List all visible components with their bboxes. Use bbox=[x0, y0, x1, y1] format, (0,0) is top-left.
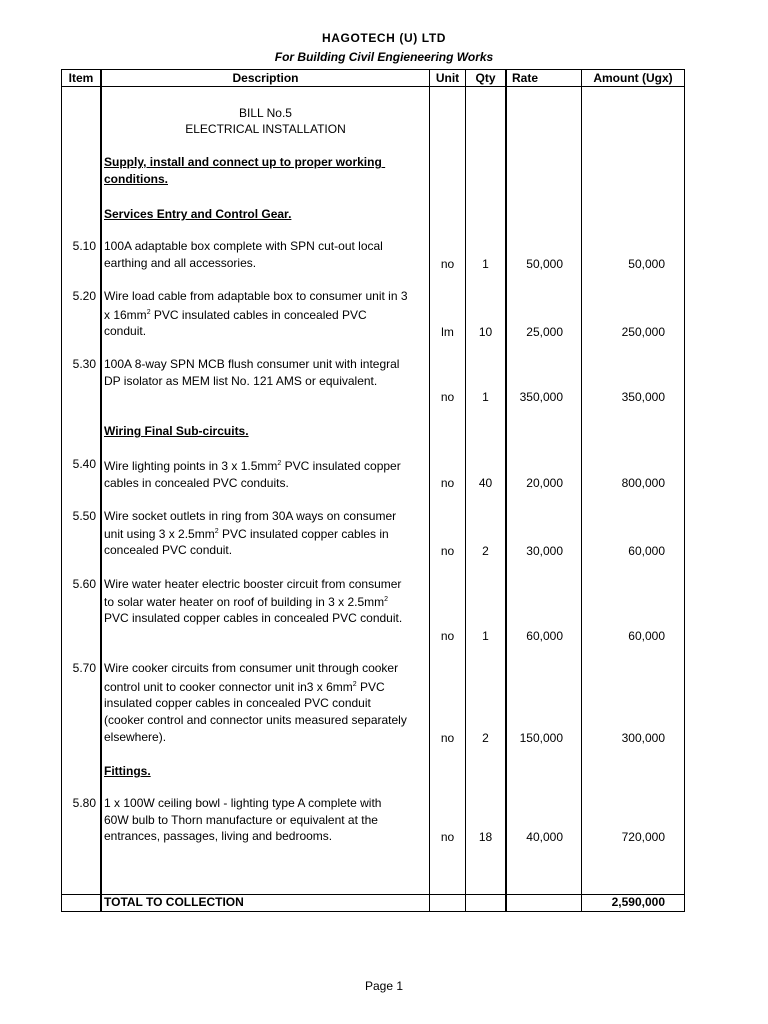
item-rate: 350,000 bbox=[519, 390, 563, 404]
item-number: 5.20 bbox=[72, 289, 96, 303]
total-amount: 2,590,000 bbox=[611, 895, 665, 909]
item-description-line: Wire cooker circuits from consumer unit through cooker bbox=[104, 661, 399, 675]
item-number: 5.80 bbox=[72, 796, 96, 810]
item-description-line: concealed PVC conduit. bbox=[104, 543, 233, 557]
section-heading-services: Services Entry and Control Gear. bbox=[104, 207, 292, 221]
section-heading-fittings: Fittings. bbox=[104, 764, 151, 778]
item-rate: 20,000 bbox=[526, 476, 563, 490]
item-amount: 250,000 bbox=[621, 325, 665, 339]
header-rate: Rate bbox=[512, 71, 539, 85]
item-amount: 60,000 bbox=[628, 629, 665, 643]
item-qty: 1 bbox=[482, 629, 489, 643]
item-number: 5.30 bbox=[72, 357, 96, 371]
item-amount: 60,000 bbox=[628, 544, 665, 558]
table-top-border bbox=[61, 69, 685, 70]
item-description-line: earthing and all accessories. bbox=[104, 256, 257, 270]
item-qty: 40 bbox=[478, 476, 493, 490]
company-name: HAGOTECH (U) LTD bbox=[321, 31, 447, 45]
col-border-left bbox=[61, 69, 62, 912]
item-description-line: Wire water heater electric booster circuit from consumer bbox=[104, 577, 402, 591]
item-description-line: cables in concealed PVC conduits. bbox=[104, 476, 289, 490]
item-amount: 720,000 bbox=[621, 830, 665, 844]
item-rate: 60,000 bbox=[526, 629, 563, 643]
item-rate: 40,000 bbox=[526, 830, 563, 844]
section-heading-wiring: Wiring Final Sub-circuits. bbox=[104, 424, 249, 438]
item-description-line: (cooker control and connector units measured separately bbox=[104, 713, 407, 727]
item-description-line: 60W bulb to Thorn manufacture or equivalent at the bbox=[104, 813, 378, 827]
total-label: TOTAL TO COLLECTION bbox=[104, 895, 244, 909]
header-amount: Amount (Ugx) bbox=[593, 71, 673, 85]
item-description-line: control unit to cooker connector unit in3 x $6mm^2$ PVC bbox=[104, 680, 385, 694]
col-border-desc bbox=[101, 69, 102, 912]
item-description-line: DP isolator as MEM list No. 121 AMS or equivalent. bbox=[104, 374, 378, 388]
header-qty: Qty bbox=[475, 71, 496, 85]
item-unit: lm bbox=[441, 325, 454, 339]
item-unit: no bbox=[440, 257, 455, 271]
item-description-line: insulated copper cables in concealed PVC conduit bbox=[104, 696, 371, 710]
item-unit: no bbox=[440, 476, 455, 490]
item-amount: 300,000 bbox=[621, 731, 665, 745]
item-unit: no bbox=[440, 731, 455, 745]
item-unit: no bbox=[440, 830, 455, 844]
header-description: Description bbox=[232, 71, 299, 85]
item-qty: 2 bbox=[482, 731, 489, 745]
item-qty: 2 bbox=[482, 544, 489, 558]
item-qty: 1 bbox=[482, 390, 489, 404]
item-description-line: Wire socket outlets in ring from 30A ways on consumer bbox=[104, 509, 397, 523]
item-number: 5.40 bbox=[72, 457, 96, 471]
intro-text-line1: Supply, install and connect up to proper working bbox=[104, 155, 386, 169]
header-unit: Unit bbox=[435, 71, 460, 85]
item-description-line: 100A 8-way SPN MCB flush consumer unit with integral bbox=[104, 357, 400, 371]
item-description-line: x $16mm^2$ PVC insulated cables in concealed PVC bbox=[104, 308, 367, 322]
item-unit: no bbox=[440, 629, 455, 643]
item-rate: 50,000 bbox=[526, 257, 563, 271]
company-subtitle: For Building Civil Engieneering Works bbox=[274, 50, 494, 64]
bill-number: BILL No.5 bbox=[239, 106, 292, 120]
header-bottom-border bbox=[61, 86, 685, 87]
item-rate: 25,000 bbox=[526, 325, 563, 339]
item-description-line: elsewhere). bbox=[104, 730, 167, 744]
header-item: Item bbox=[68, 71, 94, 85]
item-description-line: PVC insulated copper cables in concealed PVC conduit. bbox=[104, 611, 403, 625]
item-description-line: Wire load cable from adaptable box to consumer unit in 3 bbox=[104, 289, 408, 303]
item-description-line: unit using 3 x $2.5mm^2$ PVC insulated copper cables in bbox=[104, 527, 389, 541]
item-description-line: to solar water heater on roof of building in 3 x $2.5mm^2$ bbox=[104, 595, 389, 609]
col-border-right bbox=[684, 69, 685, 912]
item-qty: 10 bbox=[478, 325, 493, 339]
item-number: 5.70 bbox=[72, 661, 96, 675]
item-rate: 150,000 bbox=[519, 731, 563, 745]
item-rate: 30,000 bbox=[526, 544, 563, 558]
item-description-line: 100A adaptable box complete with SPN cut-out local bbox=[104, 239, 383, 253]
item-description-line: conduit. bbox=[104, 324, 147, 338]
item-amount: 350,000 bbox=[621, 390, 665, 404]
item-number: 5.10 bbox=[72, 239, 96, 253]
item-unit: no bbox=[440, 544, 455, 558]
item-number: 5.50 bbox=[72, 509, 96, 523]
item-qty: 1 bbox=[482, 257, 489, 271]
item-description-line: entrances, passages, living and bedrooms. bbox=[104, 829, 333, 843]
table-bottom-border bbox=[61, 911, 685, 912]
item-description-line: 1 x 100W ceiling bowl - lighting type A complete with bbox=[104, 796, 382, 810]
item-amount: 50,000 bbox=[628, 257, 665, 271]
item-number: 5.60 bbox=[72, 577, 96, 591]
item-unit: no bbox=[440, 390, 455, 404]
page-number: Page 1 bbox=[364, 979, 404, 993]
item-qty: 18 bbox=[478, 830, 493, 844]
item-amount: 800,000 bbox=[621, 476, 665, 490]
intro-text-line2: conditions. bbox=[104, 172, 168, 186]
item-description-line: Wire lighting points in 3 x $1.5mm^2$ PVC insulated copper bbox=[104, 459, 401, 473]
bill-subtitle: ELECTRICAL INSTALLATION bbox=[185, 122, 346, 136]
